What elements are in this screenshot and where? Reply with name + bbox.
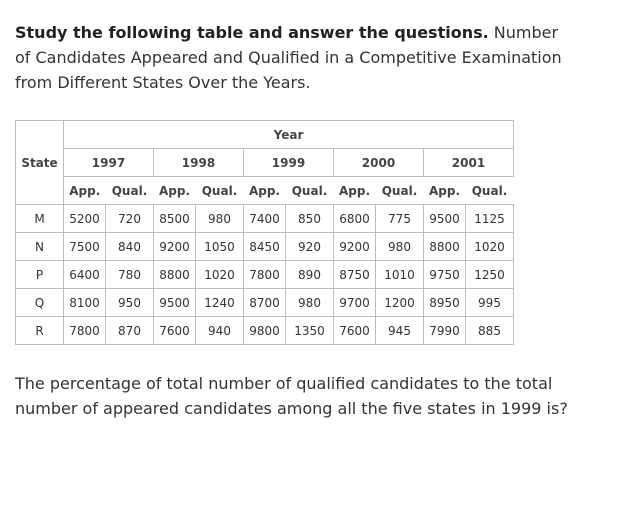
intro-bold-text: Study the following table and answer the questions. (15, 23, 489, 42)
qualified-cell: 1350 (286, 317, 334, 345)
appeared-cell: 7800 (64, 317, 106, 345)
subheader-qual: Qual. (111, 183, 148, 198)
qualified-cell: 980 (376, 233, 424, 261)
qualified-cell: 940 (196, 317, 244, 345)
appeared-cell: 9200 (154, 233, 196, 261)
appeared-cell: 9200 (334, 233, 376, 261)
state-cell: N (16, 233, 64, 261)
appeared-cell: 8950 (424, 289, 466, 317)
qualified-cell: 920 (286, 233, 334, 261)
subheader-app: App. (158, 183, 191, 198)
appeared-cell: 9800 (244, 317, 286, 345)
state-header-top (16, 121, 64, 149)
years-row (16, 149, 514, 177)
state-cell: P (16, 261, 64, 289)
year-1999: 1999 (244, 149, 334, 177)
qualified-cell: 775 (376, 205, 424, 233)
qualified-cell: 720 (106, 205, 154, 233)
question-text: The percentage of total number of qualified candidates to the total number of appeared candidates among all the five states in 1999 is? (15, 374, 568, 418)
state-cell: R (16, 317, 64, 345)
qualified-cell: 850 (286, 205, 334, 233)
year-1998: 1998 (154, 149, 244, 177)
subheader-qual: Qual. (381, 183, 418, 198)
qualified-cell: 995 (466, 289, 514, 317)
appeared-cell: 9500 (154, 289, 196, 317)
subheader-app: App. (248, 183, 281, 198)
state-cell: Q (16, 289, 64, 317)
appeared-cell: 9500 (424, 205, 466, 233)
appeared-cell: 8450 (244, 233, 286, 261)
appeared-cell: 7500 (64, 233, 106, 261)
qualified-cell: 885 (466, 317, 514, 345)
qualified-cell: 1125 (466, 205, 514, 233)
data-table (15, 120, 514, 345)
qualified-cell: 780 (106, 261, 154, 289)
appeared-cell: 8100 (64, 289, 106, 317)
qualified-cell: 950 (106, 289, 154, 317)
state-cell: M (16, 205, 64, 233)
table-row (16, 205, 514, 233)
qualified-cell: 870 (106, 317, 154, 345)
qualified-cell: 945 (376, 317, 424, 345)
appeared-cell: 8500 (154, 205, 196, 233)
appeared-cell: 8800 (154, 261, 196, 289)
qualified-cell: 1010 (376, 261, 424, 289)
subheader-qual: Qual. (291, 183, 328, 198)
table-row (16, 261, 514, 289)
subheader-row (16, 177, 514, 205)
subheader-qual: Qual. (201, 183, 238, 198)
appeared-cell: 7600 (334, 317, 376, 345)
appeared-cell: 6800 (334, 205, 376, 233)
table-row (16, 233, 514, 261)
appeared-cell: 7600 (154, 317, 196, 345)
qualified-cell: 1020 (196, 261, 244, 289)
appeared-cell: 5200 (64, 205, 106, 233)
appeared-cell: 7990 (424, 317, 466, 345)
qualified-cell: 840 (106, 233, 154, 261)
state-header: State (16, 149, 64, 177)
year-1997: 1997 (64, 149, 154, 177)
appeared-cell: 9700 (334, 289, 376, 317)
table-row (16, 289, 514, 317)
year-2001: 2001 (424, 149, 514, 177)
qualified-cell: 1200 (376, 289, 424, 317)
qualified-cell: 1240 (196, 289, 244, 317)
table-row (16, 317, 514, 345)
qualified-cell: 1250 (466, 261, 514, 289)
year-header-row (16, 121, 514, 149)
year-header: Year (64, 121, 514, 149)
appeared-cell: 7800 (244, 261, 286, 289)
appeared-cell: 8700 (244, 289, 286, 317)
appeared-cell: 8750 (334, 261, 376, 289)
qualified-cell: 890 (286, 261, 334, 289)
intro-text: Number of Candidates Appeared and Qualified in a Competitive Examination from Different States Over the Years. (15, 23, 562, 92)
subheader-app: App. (69, 183, 101, 198)
subheader-app: App. (428, 183, 461, 198)
qualified-cell: 1050 (196, 233, 244, 261)
state-header-bottom (16, 177, 64, 205)
subheader-app: App. (338, 183, 371, 198)
qualified-cell: 980 (196, 205, 244, 233)
appeared-cell: 6400 (64, 261, 106, 289)
intro-paragraph (15, 20, 575, 95)
qualified-cell: 1020 (466, 233, 514, 261)
appeared-cell: 9750 (424, 261, 466, 289)
appeared-cell: 8800 (424, 233, 466, 261)
appeared-cell: 7400 (244, 205, 286, 233)
year-2000: 2000 (334, 149, 424, 177)
subheader-qual: Qual. (471, 183, 508, 198)
qualified-cell: 980 (286, 289, 334, 317)
table-body (16, 205, 514, 345)
